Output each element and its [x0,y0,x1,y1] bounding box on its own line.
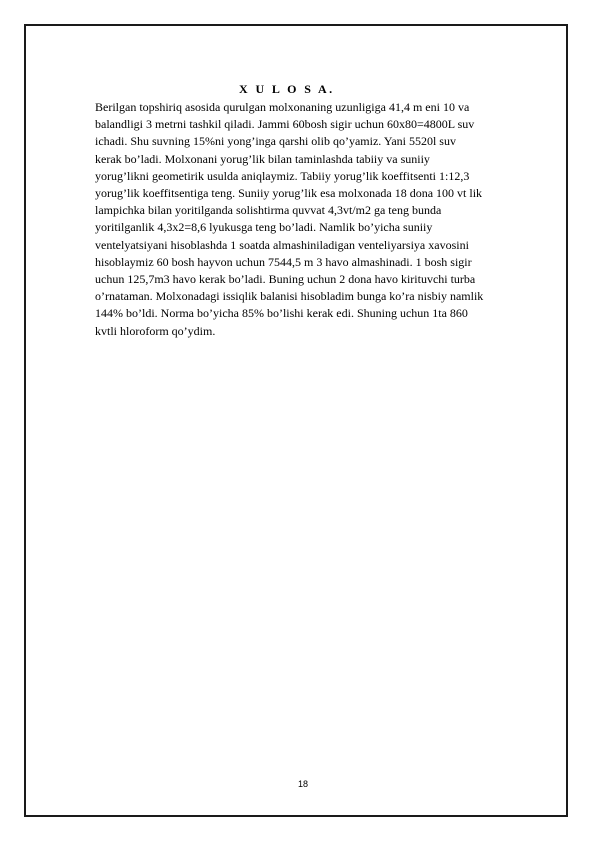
text-line: balandligi 3 metrni tashkil qiladi. Jammi 60bosh sigir uchun 60x80=4800L suv [95,117,475,132]
document-body [95,81,555,340]
text-line: Berilgan topshiriq asosida qurulgan molxonaning uzunligiga 41,4 m eni 10 va [95,100,470,114]
text-line: uchun 125,7m3 havo kerak bo’ladi. Buning uchun 2 dona havo kirituvchi turba [95,272,476,287]
text-line: kerak bo’ladi. Molxonani yorug’lik bilan taminlashda tabiiy va suniiy [95,151,430,166]
document-title: X U L O S A. [239,82,335,96]
text-line: ventelyatsiyani hisoblashda 1 soatda almashiniladigan venteliyarsiya xavosini [95,237,469,252]
text-line: o’rnataman. Molxonadagi issiqlik balanisi hisobladim bunga ko’ra nisbiy namlik [95,289,484,304]
page-number: 18 [297,779,308,789]
text-line: yorug’likni geometirik usulda aniqlaymiz. Tabiiy yorug’lik koeffitsenti 1:12,3 [95,168,470,183]
text-line: 144% bo’ldi. Norma bo’yicha 85% bo’lishi kerak edi. Shuning uchun 1ta 860 [95,306,468,321]
text-line: kvtli hloroform qo’ydim. [95,323,216,338]
text-line: lampichka bilan yoritilganda solishtirma quvvat 4,3vt/m2 ga teng bunda [95,203,442,218]
text-line: ichadi. Shu suvning 15%ni yong’inga qarshi olib qo’yamiz. Yani 5520l suv [95,134,456,149]
text-line: hisoblaymiz 60 bosh hayvon uchun 7544,5 m 3 havo almashinadi. 1 bosh sigir [95,254,472,269]
conclusion-paragraph [95,99,555,340]
text-line: yorug’lik koeffitsentiga teng. Suniiy yorug’lik esa molxonada 18 dona 100 vt lik [95,186,483,201]
text-line: yoritilganlik 4,3x2=8,6 lyukusga teng bo’ladi. Namlik bo’yicha suniiy [95,220,433,235]
